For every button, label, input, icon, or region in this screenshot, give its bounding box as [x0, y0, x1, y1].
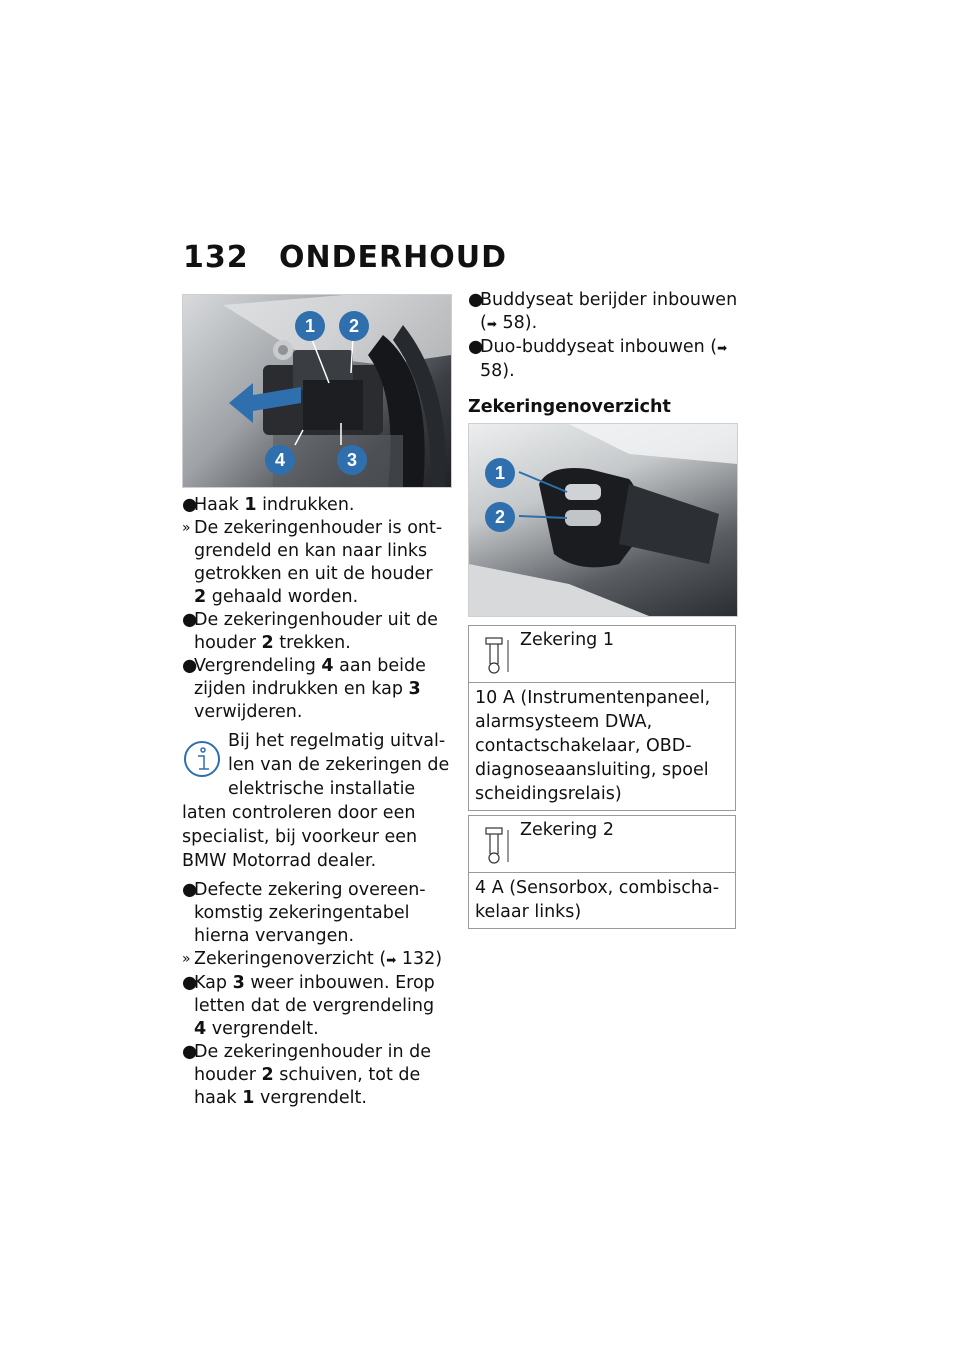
page-ref-arrow-icon: ➡ [717, 341, 728, 355]
fuse-table-entry-1 [468, 625, 736, 811]
page-number: 132 [183, 240, 249, 275]
page-ref-link[interactable]: 132 [401, 949, 436, 969]
step-replace-fuse: ● Defecte zekering overeenkomstig zekeringentabel hierna vervangen. [182, 880, 426, 946]
info-note [182, 729, 450, 873]
fuse-holder-photo [182, 294, 452, 488]
step-install-duo-seat: ● Duo-buddyseat inbouwen (➡ 58). [468, 337, 728, 381]
info-note-text: Bij het regelmatig uitvallen van de zekeringen de elektrische installatie laten controleren door een specialist, bij voorkeur een BMW Motorrad dealer. [182, 731, 450, 871]
info-icon [182, 737, 222, 781]
result-holder-unlocked: » De zekeringenhouder is ontgrendeld en kan naar links getrokken en uit de houder 2 gehaald worden. [182, 518, 443, 607]
fuse-description: 4 A (Sensorbox, combischakelaar links) [475, 878, 720, 922]
step-install-rider-seat: ● Buddyseat berijder inbouwen (➡ 58). [468, 290, 738, 333]
section-title: ONDERHOUD [279, 240, 507, 275]
step-press-hook: ● Haak 1 indrukken. [182, 495, 355, 515]
page-header [183, 240, 507, 275]
page-ref-link[interactable]: 58 [502, 313, 525, 333]
step-remove-cap: ● Vergrendeling 4 aan beide zijden indrukken en kap 3 verwijderen. [182, 656, 426, 722]
photo-label-3: 3 [337, 445, 367, 475]
fuse-overview-heading: Zekeringenoverzicht [468, 397, 671, 417]
fuse-photo-label-2: 2 [485, 502, 515, 532]
page-ref-arrow-icon: ➡ [386, 953, 397, 967]
page-ref-arrow-icon: ➡ [486, 317, 497, 331]
result-fuse-overview-ref: » Zekeringenoverzicht (➡ 132) [182, 949, 443, 969]
step-slide-holder: ● De zekeringenhouder in de houder 2 schuiven, tot de haak 1 vergrendelt. [182, 1042, 432, 1108]
step-pull-holder: ● De zekeringenhouder uit de houder 2 trekken. [182, 610, 438, 653]
fuse-description: 10 A (Instrumentenpaneel, alarmsysteem DWA, contactschakelaar, OBD-diagnoseaansluiting, spoel scheidingsrelais) [475, 688, 711, 804]
photo-label-1: 1 [295, 311, 325, 341]
fuse-icon [483, 826, 513, 866]
fuse-label: Zekering 1 [520, 630, 614, 650]
fuse-icon [483, 636, 513, 676]
left-column [182, 294, 450, 1110]
step-install-cap: ● Kap 3 weer inbouwen. Erop letten dat de vergrendeling 4 vergrendelt. [182, 973, 435, 1039]
fuse-photo-label-1: 1 [485, 458, 515, 488]
right-column [468, 289, 740, 933]
page-ref-link[interactable]: 58 [480, 361, 503, 381]
fuse-label: Zekering 2 [520, 820, 614, 840]
photo-label-4: 4 [265, 445, 295, 475]
fuse-table-entry-2 [468, 815, 736, 929]
fuse-overview-photo [468, 423, 738, 617]
photo-label-2: 2 [339, 311, 369, 341]
